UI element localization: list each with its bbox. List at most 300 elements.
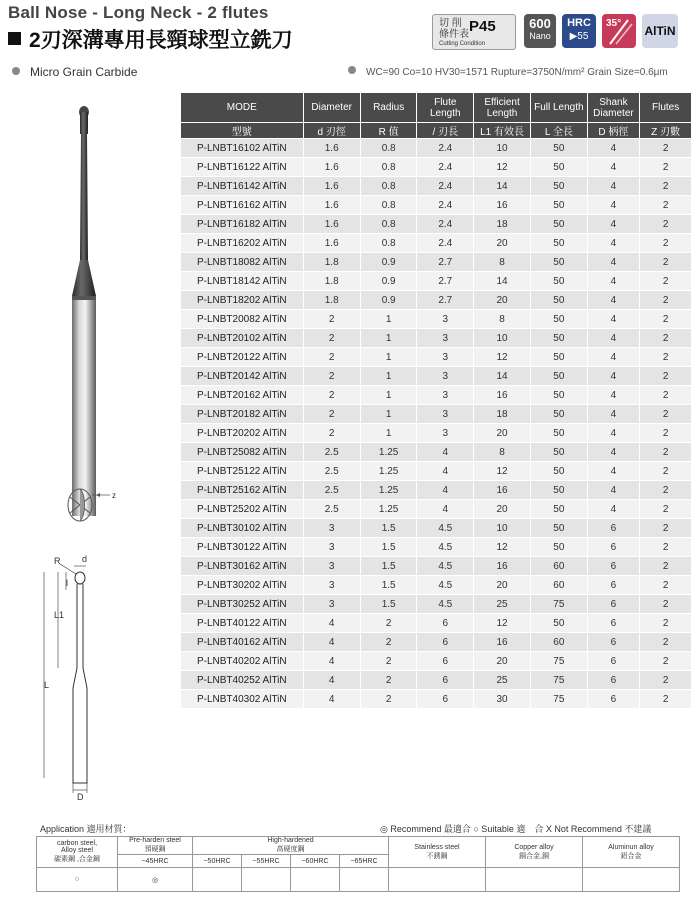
table-cell: 2 — [303, 367, 360, 386]
table-cell: 2 — [360, 690, 417, 709]
table-cell: 1 — [360, 386, 417, 405]
model-cell: P-LNBT25082 AlTiN — [181, 443, 304, 462]
dim-d-label: d — [82, 554, 88, 564]
spec-table-body — [181, 139, 692, 709]
table-cell: 2 — [640, 367, 692, 386]
col-subheader: L1 有效長 — [474, 123, 531, 139]
table-cell: 6 — [587, 519, 640, 538]
table-cell: 4 — [417, 462, 474, 481]
table-cell: 0.9 — [360, 253, 417, 272]
table-cell: 4.5 — [417, 576, 474, 595]
table-cell: 50 — [531, 291, 588, 310]
table-cell: 4 — [587, 310, 640, 329]
table-cell: 4 — [417, 481, 474, 500]
table-cell: 1 — [360, 329, 417, 348]
table-cell: 6 — [587, 652, 640, 671]
table-cell: 1 — [360, 367, 417, 386]
table-row — [181, 519, 692, 538]
end-view-z-label: z — [112, 491, 116, 500]
table-cell: 2.5 — [303, 443, 360, 462]
title-zh — [8, 24, 293, 54]
table-cell: 4.5 — [417, 519, 474, 538]
model-cell: P-LNBT30122 AlTiN — [181, 538, 304, 557]
model-cell: P-LNBT40202 AlTiN — [181, 652, 304, 671]
table-cell: 2.4 — [417, 196, 474, 215]
table-row — [181, 652, 692, 671]
table-cell: 2 — [640, 291, 692, 310]
table-cell: 3 — [303, 557, 360, 576]
cutting-condition-badge — [432, 14, 516, 50]
table-cell: 4 — [587, 177, 640, 196]
col-header-flutes: Flutes — [640, 93, 692, 123]
dim-L1-label: L1 — [54, 610, 65, 620]
table-cell: 12 — [474, 462, 531, 481]
table-cell: 50 — [531, 329, 588, 348]
table-cell: 0.8 — [360, 196, 417, 215]
table-cell: 50 — [531, 348, 588, 367]
model-cell: P-LNBT20162 AlTiN — [181, 386, 304, 405]
table-cell: 1 — [360, 405, 417, 424]
table-cell: 4 — [417, 500, 474, 519]
table-cell: 50 — [531, 538, 588, 557]
table-cell: 3 — [417, 386, 474, 405]
table-row — [181, 196, 692, 215]
table-cell: 6 — [417, 614, 474, 633]
table-cell: 0.9 — [360, 272, 417, 291]
col-header-full-length: Full Length — [531, 93, 588, 123]
model-cell: P-LNBT40302 AlTiN — [181, 690, 304, 709]
table-cell: 50 — [531, 405, 588, 424]
coating-badge: AlTiN — [642, 14, 678, 48]
model-cell: P-LNBT20142 AlTiN — [181, 367, 304, 386]
table-cell: 4 — [587, 215, 640, 234]
table-cell: 2 — [640, 557, 692, 576]
dim-l-label: l — [66, 578, 68, 588]
table-cell: 4 — [587, 405, 640, 424]
table-cell: 50 — [531, 386, 588, 405]
table-row — [181, 633, 692, 652]
table-cell: 50 — [531, 158, 588, 177]
table-cell: 3 — [417, 348, 474, 367]
table-cell: 6 — [417, 633, 474, 652]
application-title: Application 適用材質： — [40, 824, 132, 834]
table-cell: 2.5 — [303, 500, 360, 519]
table-cell: 6 — [587, 557, 640, 576]
table-cell: 2 — [303, 424, 360, 443]
model-cell: P-LNBT25122 AlTiN — [181, 462, 304, 481]
table-cell: 2.4 — [417, 177, 474, 196]
table-cell: 4 — [587, 253, 640, 272]
model-cell: P-LNBT30102 AlTiN — [181, 519, 304, 538]
table-cell: 2 — [303, 348, 360, 367]
table-cell: 14 — [474, 177, 531, 196]
app-rating: ○ — [37, 868, 118, 892]
table-cell: 3 — [417, 405, 474, 424]
table-row — [181, 348, 692, 367]
table-cell: 4 — [587, 272, 640, 291]
title-en: Ball Nose - Long Neck - 2 flutes — [8, 3, 269, 22]
title-zh-text: 2刃深溝專用長頸球型立銑刀 — [29, 29, 293, 52]
app-carbon-steel-3: 碳素鋼 ,合金鋼 — [54, 856, 100, 863]
table-cell: 2 — [640, 576, 692, 595]
table-cell: 2 — [640, 424, 692, 443]
col-subheader: D 柄徑 — [587, 123, 640, 139]
table-row — [181, 253, 692, 272]
model-cell: P-LNBT16202 AlTiN — [181, 234, 304, 253]
table-cell: 2 — [640, 462, 692, 481]
model-cell: P-LNBT18202 AlTiN — [181, 291, 304, 310]
table-row — [181, 329, 692, 348]
model-cell: P-LNBT16102 AlTiN — [181, 139, 304, 158]
bullet-icon — [12, 67, 20, 75]
model-cell: P-LNBT30162 AlTiN — [181, 557, 304, 576]
table-row — [181, 443, 692, 462]
table-row — [181, 405, 692, 424]
table-cell: 10 — [474, 519, 531, 538]
table-cell: 1.6 — [303, 158, 360, 177]
table-row — [181, 462, 692, 481]
table-cell: 2.4 — [417, 215, 474, 234]
app-rating — [486, 868, 583, 892]
table-cell: 60 — [531, 633, 588, 652]
table-cell: 4 — [587, 139, 640, 158]
table-cell: 2 — [640, 690, 692, 709]
properties-text: WC=90 Co=10 HV30=1571 Rupture=3750N/mm² Grain Size=0.6μm — [366, 67, 668, 78]
table-cell: 4 — [587, 443, 640, 462]
model-cell: P-LNBT20182 AlTiN — [181, 405, 304, 424]
table-cell: 0.8 — [360, 234, 417, 253]
table-cell: 4 — [303, 652, 360, 671]
table-cell: 6 — [587, 595, 640, 614]
app-rating — [389, 868, 486, 892]
table-row — [181, 272, 692, 291]
table-cell: 1.25 — [360, 481, 417, 500]
model-cell: P-LNBT18142 AlTiN — [181, 272, 304, 291]
table-cell: 4 — [587, 348, 640, 367]
table-cell: 1.8 — [303, 291, 360, 310]
app-pre-harden-hrc: ~45HRC — [118, 855, 193, 868]
table-cell: 50 — [531, 177, 588, 196]
table-cell: 4 — [587, 424, 640, 443]
model-cell: P-LNBT40122 AlTiN — [181, 614, 304, 633]
model-cell: P-LNBT20102 AlTiN — [181, 329, 304, 348]
table-cell: 4 — [587, 367, 640, 386]
table-row — [181, 500, 692, 519]
table-cell: 2.4 — [417, 234, 474, 253]
table-cell: 6 — [587, 690, 640, 709]
table-cell: 4 — [587, 291, 640, 310]
table-cell: 1.25 — [360, 443, 417, 462]
table-cell: 75 — [531, 652, 588, 671]
table-row — [181, 310, 692, 329]
app-hrc50: ~50HRC — [193, 855, 242, 868]
model-cell: P-LNBT16122 AlTiN — [181, 158, 304, 177]
model-cell: P-LNBT40252 AlTiN — [181, 671, 304, 690]
app-pre-harden — [118, 837, 193, 855]
cutting-cond-zh-2: 條件表 — [439, 29, 469, 40]
table-cell: 50 — [531, 272, 588, 291]
table-cell: 12 — [474, 614, 531, 633]
col-header-efficient-length: Efficient Length — [474, 93, 531, 123]
table-cell: 2 — [640, 253, 692, 272]
app-rating: ◎ — [118, 868, 193, 892]
dimension-drawing — [30, 548, 120, 808]
model-cell: P-LNBT18082 AlTiN — [181, 253, 304, 272]
table-cell: 4 — [303, 614, 360, 633]
table-cell: 16 — [474, 386, 531, 405]
dim-D-label: D — [77, 792, 84, 802]
table-cell: 0.9 — [360, 291, 417, 310]
table-row — [181, 576, 692, 595]
app-hrc65: ~65HRC — [340, 855, 389, 868]
table-cell: 75 — [531, 671, 588, 690]
table-cell: 50 — [531, 481, 588, 500]
table-row — [181, 690, 692, 709]
table-cell: 50 — [531, 310, 588, 329]
table-cell: 50 — [531, 500, 588, 519]
table-cell: 75 — [531, 595, 588, 614]
app-rating — [193, 868, 242, 892]
app-rating — [340, 868, 389, 892]
table-row — [181, 177, 692, 196]
table-cell: 2 — [640, 310, 692, 329]
model-cell: P-LNBT20202 AlTiN — [181, 424, 304, 443]
table-cell: 4 — [587, 234, 640, 253]
app-stainless — [389, 837, 486, 868]
table-cell: 2.7 — [417, 253, 474, 272]
table-cell: 8 — [474, 310, 531, 329]
model-cell: P-LNBT25202 AlTiN — [181, 500, 304, 519]
table-cell: 2 — [640, 595, 692, 614]
table-cell: 1.6 — [303, 139, 360, 158]
table-cell: 3 — [303, 538, 360, 557]
table-cell: 6 — [417, 652, 474, 671]
model-cell: P-LNBT25162 AlTiN — [181, 481, 304, 500]
table-cell: 2.5 — [303, 481, 360, 500]
table-cell: 18 — [474, 405, 531, 424]
table-cell: 16 — [474, 633, 531, 652]
table-cell: 1 — [360, 310, 417, 329]
table-cell: 50 — [531, 424, 588, 443]
table-cell: 1.6 — [303, 177, 360, 196]
table-cell: 4 — [587, 500, 640, 519]
dim-R-label: R — [54, 556, 61, 566]
table-cell: 2 — [640, 386, 692, 405]
table-cell: 4.5 — [417, 538, 474, 557]
table-cell: 20 — [474, 500, 531, 519]
table-cell: 2 — [303, 386, 360, 405]
table-cell: 16 — [474, 481, 531, 500]
dim-L-label: L — [44, 680, 50, 690]
table-cell: 4 — [303, 671, 360, 690]
table-cell: 1.5 — [360, 557, 417, 576]
table-cell: 1.5 — [360, 595, 417, 614]
table-cell: 0.8 — [360, 158, 417, 177]
table-cell: 50 — [531, 139, 588, 158]
table-cell: 2 — [640, 614, 692, 633]
table-cell: 20 — [474, 652, 531, 671]
material-line — [12, 65, 137, 79]
table-cell: 4 — [587, 386, 640, 405]
table-cell: 1.6 — [303, 215, 360, 234]
table-cell: 0.8 — [360, 215, 417, 234]
col-subheader: / 刃長 — [417, 123, 474, 139]
table-cell: 2.4 — [417, 158, 474, 177]
table-cell: 6 — [587, 671, 640, 690]
col-header-diameter: Diameter — [303, 93, 360, 123]
square-bullet-icon — [8, 32, 21, 45]
table-cell: 2 — [640, 633, 692, 652]
table-cell: 18 — [474, 215, 531, 234]
table-cell: 3 — [303, 519, 360, 538]
table-cell: 2 — [303, 405, 360, 424]
nano-top: 600 — [529, 16, 551, 31]
table-cell: 1.5 — [360, 538, 417, 557]
table-cell: 1.8 — [303, 253, 360, 272]
table-cell: 4 — [587, 158, 640, 177]
app-aluminum — [583, 837, 680, 868]
table-cell: 2 — [640, 443, 692, 462]
app-stainless-1: Stainless steel — [414, 843, 460, 851]
model-cell: P-LNBT30202 AlTiN — [181, 576, 304, 595]
hrc-bottom: ▶55 — [569, 31, 589, 42]
table-cell: 0.8 — [360, 177, 417, 196]
col-subheader: Z 刃數 — [640, 123, 692, 139]
col-subheader: 型號 — [181, 123, 304, 139]
table-cell: 2.5 — [303, 462, 360, 481]
table-row — [181, 291, 692, 310]
app-high-hardened — [193, 837, 389, 855]
app-high-hardened-2: 高硬度鋼 — [276, 846, 305, 853]
table-cell: 2 — [640, 652, 692, 671]
col-header-radius: Radius — [360, 93, 417, 123]
hrc-top: HRC — [567, 17, 591, 29]
application-table — [36, 836, 680, 892]
table-row — [181, 234, 692, 253]
table-cell: 3 — [417, 310, 474, 329]
app-aluminum-2: 鋁合金 — [620, 852, 642, 860]
table-cell: 2 — [640, 481, 692, 500]
col-header-shank-diameter: Shank Diameter — [587, 93, 640, 123]
material-text: Micro Grain Carbide — [30, 65, 138, 79]
table-cell: 4 — [587, 329, 640, 348]
table-cell: 2 — [360, 671, 417, 690]
table-cell: 50 — [531, 614, 588, 633]
properties-line — [348, 66, 668, 78]
model-cell: P-LNBT30252 AlTiN — [181, 595, 304, 614]
table-cell: 4 — [303, 690, 360, 709]
cutting-cond-zh-1: 切 削 — [439, 18, 462, 29]
table-cell: 2 — [640, 215, 692, 234]
col-subheader: R 值 — [360, 123, 417, 139]
model-cell: P-LNBT16162 AlTiN — [181, 196, 304, 215]
app-rating-row — [37, 868, 680, 892]
end-mill-image — [60, 100, 110, 520]
table-row — [181, 215, 692, 234]
table-cell: 1.25 — [360, 462, 417, 481]
app-pre-harden-1: Pre-harden steel — [129, 837, 181, 844]
table-cell: 25 — [474, 595, 531, 614]
table-cell: 50 — [531, 367, 588, 386]
app-rating — [291, 868, 340, 892]
table-cell: 1.5 — [360, 519, 417, 538]
table-cell: 4.5 — [417, 595, 474, 614]
table-cell: 50 — [531, 215, 588, 234]
table-cell: 1.5 — [360, 576, 417, 595]
table-cell: 4 — [587, 462, 640, 481]
table-cell: 1.6 — [303, 196, 360, 215]
table-cell: 12 — [474, 348, 531, 367]
table-cell: 2 — [360, 633, 417, 652]
table-cell: 1 — [360, 348, 417, 367]
table-cell: 3 — [417, 367, 474, 386]
table-cell: 50 — [531, 196, 588, 215]
table-cell: 2 — [640, 348, 692, 367]
table-cell: 60 — [531, 576, 588, 595]
table-cell: 2 — [303, 329, 360, 348]
table-cell: 1.8 — [303, 272, 360, 291]
table-cell: 50 — [531, 253, 588, 272]
table-row — [181, 367, 692, 386]
table-cell: 4 — [587, 196, 640, 215]
table-cell: 2 — [640, 158, 692, 177]
table-cell: 6 — [417, 690, 474, 709]
table-cell: 2.7 — [417, 272, 474, 291]
app-stainless-2: 不銹鋼 — [426, 852, 448, 860]
header-row — [181, 93, 692, 123]
table-row — [181, 538, 692, 557]
table-cell: 2 — [640, 139, 692, 158]
table-cell: 50 — [531, 443, 588, 462]
app-carbon-steel-1: carbon steel, — [56, 840, 98, 847]
app-rating — [583, 868, 680, 892]
table-cell: 2 — [640, 671, 692, 690]
table-cell: 4 — [587, 481, 640, 500]
table-cell: 14 — [474, 367, 531, 386]
table-cell: 8 — [474, 253, 531, 272]
subheader-row — [181, 123, 692, 139]
helix-angle: 35° — [606, 18, 622, 29]
nano-bottom: Nano — [529, 31, 551, 41]
app-copper-1: Copper alloy — [514, 843, 554, 851]
table-cell: 50 — [531, 234, 588, 253]
table-cell: 16 — [474, 196, 531, 215]
table-cell: 50 — [531, 462, 588, 481]
table-row — [181, 424, 692, 443]
table-cell: 10 — [474, 139, 531, 158]
table-cell: 2 — [640, 196, 692, 215]
app-hrc60: ~60HRC — [291, 855, 340, 868]
table-cell: 10 — [474, 329, 531, 348]
table-cell: 2 — [303, 310, 360, 329]
app-aluminum-1: Aluminun alloy — [608, 843, 654, 851]
table-cell: 1.6 — [303, 234, 360, 253]
table-cell: 2 — [360, 652, 417, 671]
table-cell: 14 — [474, 272, 531, 291]
table-cell: 4 — [303, 633, 360, 652]
table-cell: 12 — [474, 538, 531, 557]
table-cell: 30 — [474, 690, 531, 709]
table-cell: 6 — [587, 633, 640, 652]
app-pre-harden-2: 預硬鋼 — [144, 846, 166, 853]
table-cell: 2 — [360, 614, 417, 633]
helix-angle-badge — [602, 14, 636, 48]
table-row — [181, 386, 692, 405]
hrc-badge — [562, 14, 596, 48]
col-subheader: d 刃徑 — [303, 123, 360, 139]
badge-row — [432, 14, 680, 52]
table-cell: 2 — [640, 272, 692, 291]
